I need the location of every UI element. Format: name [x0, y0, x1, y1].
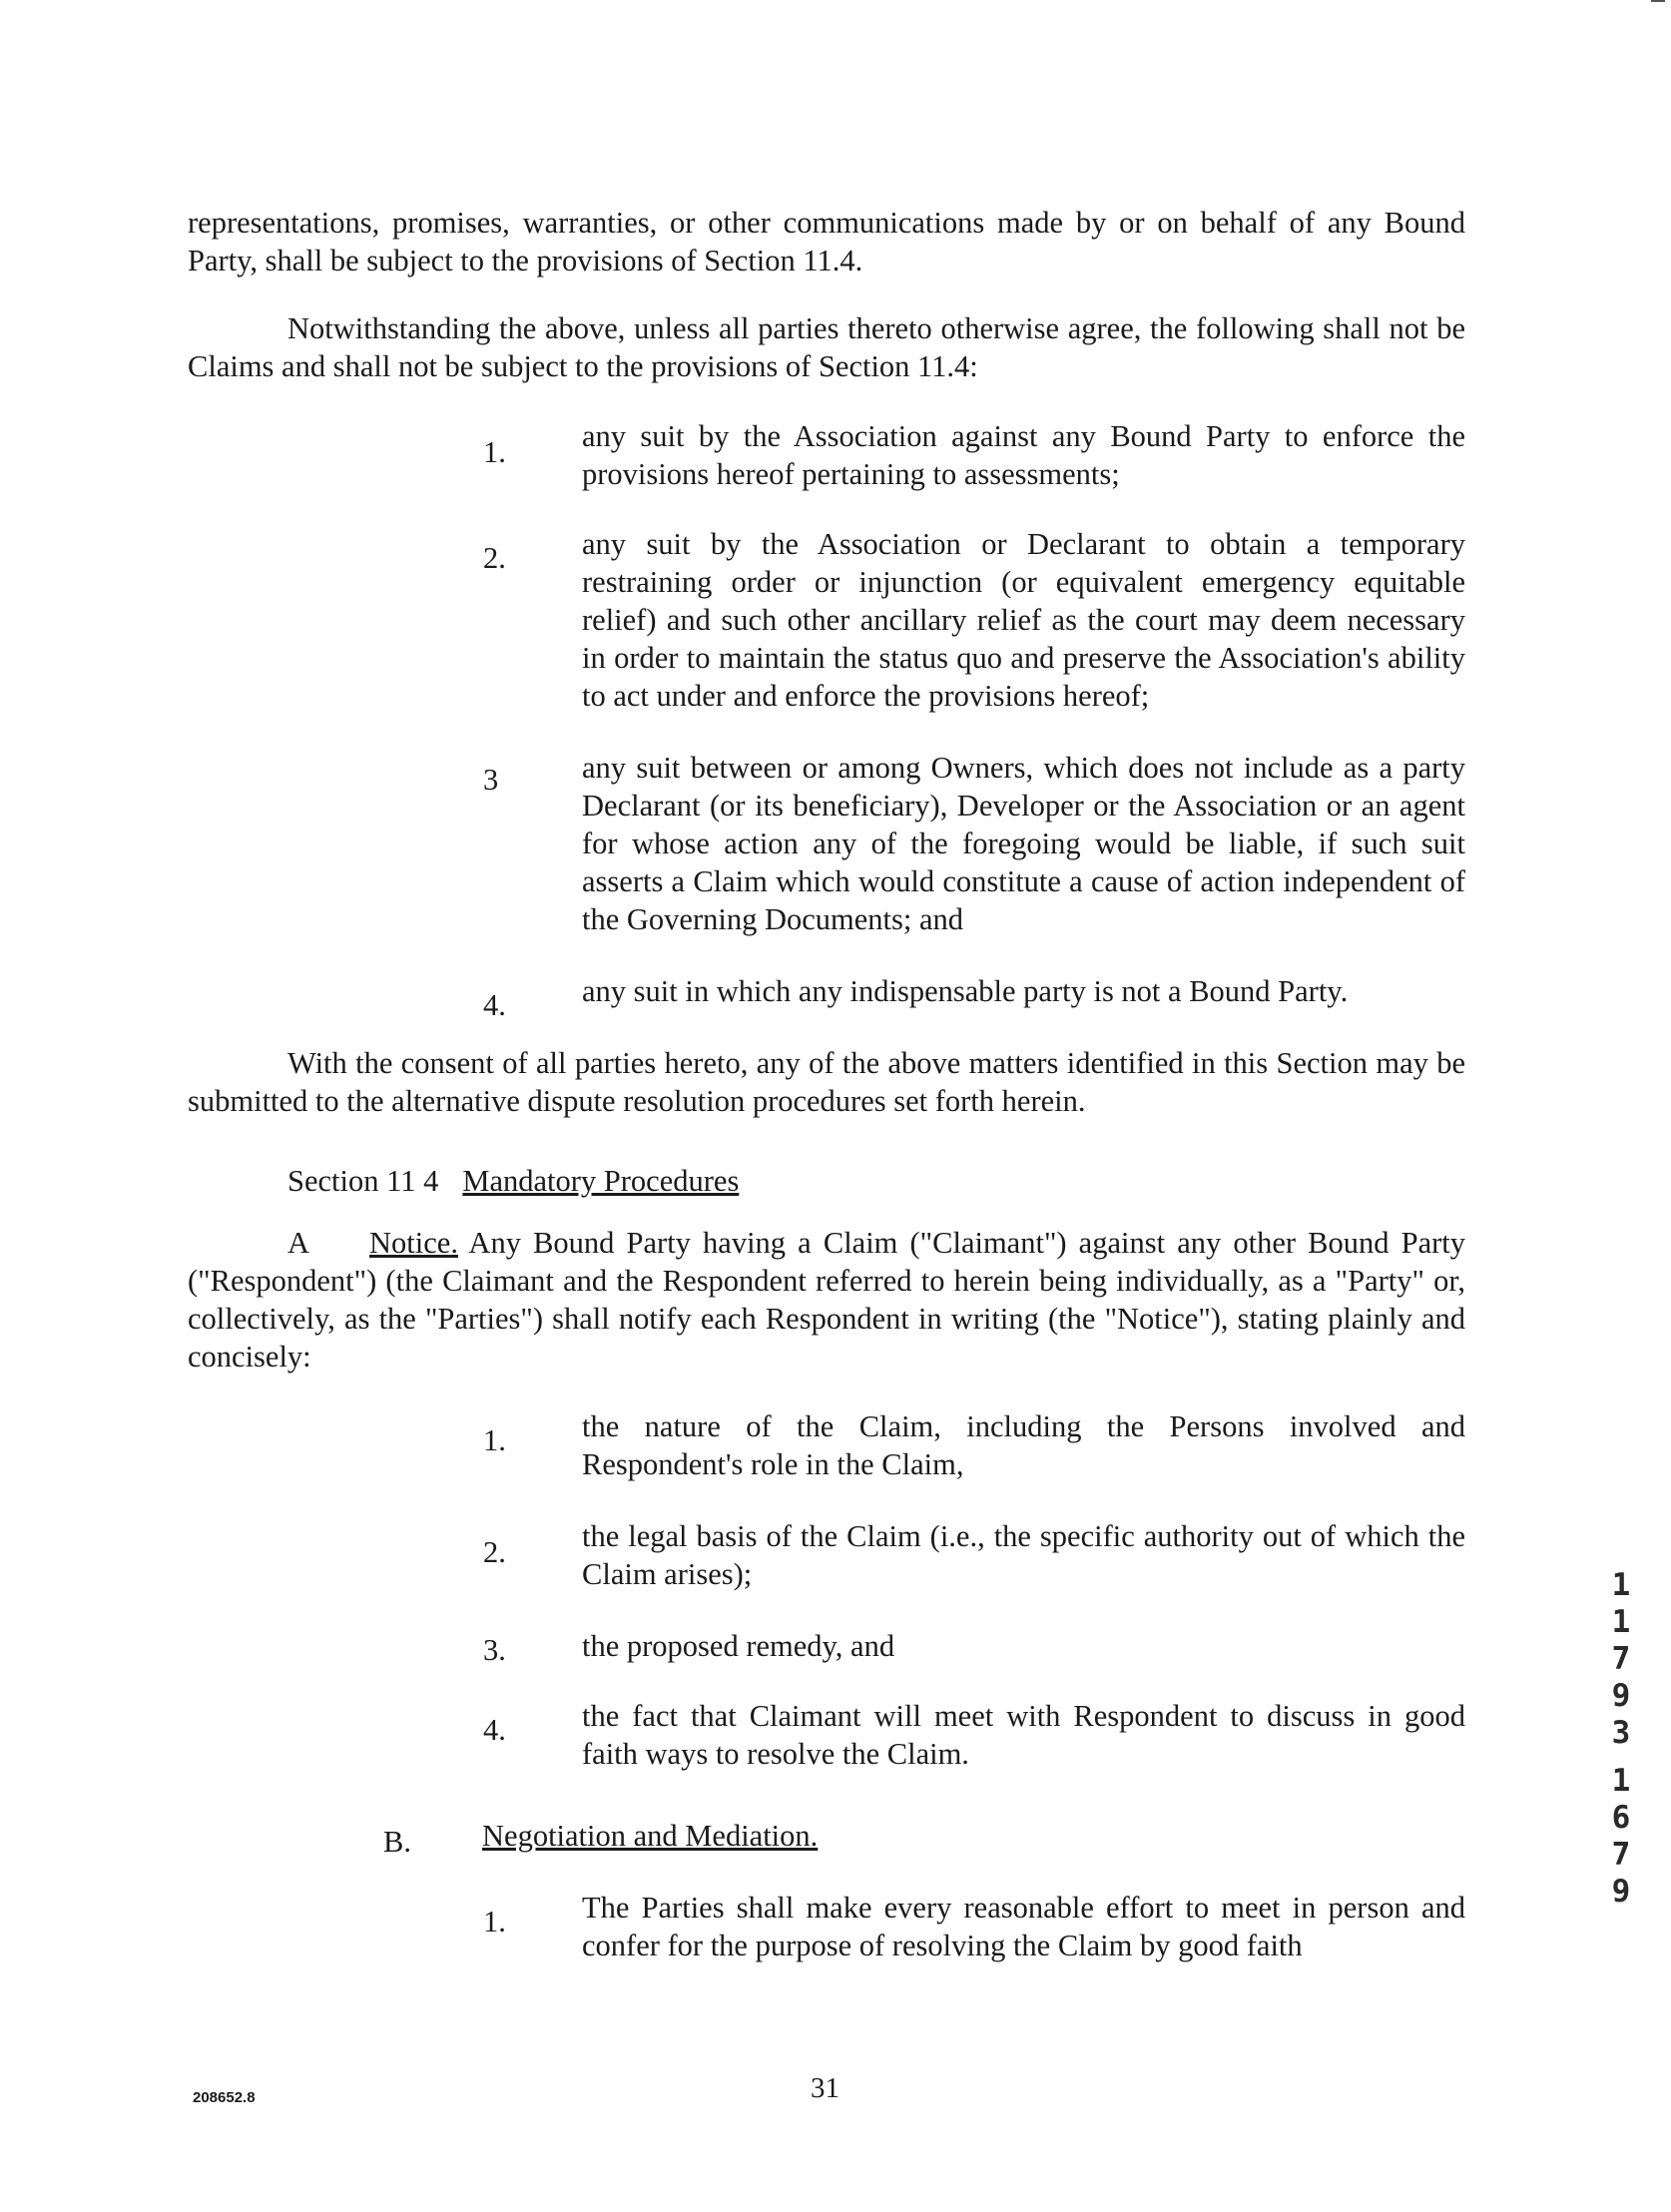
subsection-b-letter: B.	[383, 1825, 411, 1859]
stamp-digit: 9	[1611, 1678, 1631, 1714]
stamp-digit: 7	[1611, 1837, 1631, 1873]
section-title: Mandatory Procedures	[462, 1164, 740, 1198]
notice-number: 1.	[483, 1423, 506, 1457]
exclusion-number: 1.	[483, 435, 506, 469]
exclusion-number: 4.	[483, 988, 506, 1022]
notice-item: the proposed remedy, and	[582, 1629, 895, 1663]
stamp-digit: 1	[1611, 1567, 1631, 1603]
notice-number: 2.	[483, 1535, 506, 1569]
section-heading	[287, 1162, 1186, 1200]
stamp-digit: 7	[1611, 1641, 1631, 1677]
paragraph-consent: With the consent of all parties hereto, any of the above matters identified in this Section may be submitted to the alternative dispute resolution procedures set forth herein.	[188, 1046, 1465, 1118]
document-id: 208652.8	[193, 2089, 256, 2106]
paragraph-continuation: representations, promises, warranties, or other communications made by or on behalf of any Bound Party, shall be subject to the provisions of Section 11.4.	[188, 206, 1465, 277]
paragraph-exclusions-intro: Notwithstanding the above, unless all parties thereto otherwise agree, the following shall not be Claims and shall not be subject to the provisions of Section 11.4:	[188, 311, 1465, 383]
exclusion-item: any suit between or among Owners, which does not include as a party Declarant (or its beneficiary), Developer or the Association or an agent for whose action any of the foregoing would be liable, if such suit asserts a Claim which would constitute a cause of action independent of the Governing Documents; and	[582, 751, 1465, 936]
exclusion-item: any suit by the Association or Declarant to obtain a temporary restraining order or injunction (or equivalent emergency equitable relief) and such other ancillary relief as the court may deem necessary in order to maintain the status quo and preserve the Association's ability to act under and enforce the provisions hereof;	[582, 527, 1465, 713]
subsection-a-heading: Notice.	[369, 1226, 458, 1260]
page-number: 31	[811, 2072, 839, 2104]
subsection-a-text: Any Bound Party having a Claim ("Claimant") against any other Bound Party ("Respondent") (the Claimant and the Respondent referred to herein being individually, as a "Party" or, collectively, as the "Parties") shall notify each Respondent in writing (the "Notice"), stating plainly and concisely:	[188, 1226, 1465, 1374]
recording-stamp-upper	[1601, 1567, 1641, 1752]
exclusion-item: any suit by the Association against any Bound Party to enforce the provisions hereof pertaining to assessments;	[582, 419, 1465, 491]
negotiation-item: The Parties shall make every reasonable effort to meet in person and confer for the purpose of resolving the Claim by good faith	[582, 1891, 1465, 1962]
recording-stamp-lower	[1601, 1763, 1641, 1911]
notice-item: the legal basis of the Claim (i.e., the specific authority out of which the Claim arises);	[582, 1519, 1465, 1591]
subsection-a-paragraph	[188, 1224, 1465, 1376]
stamp-digit: 1	[1611, 1604, 1631, 1640]
negotiation-number: 1.	[483, 1905, 506, 1938]
stamp-digit: 6	[1611, 1800, 1631, 1836]
subsection-b-heading: Negotiation and Mediation.	[482, 1819, 819, 1853]
subsection-a-letter: A	[287, 1226, 310, 1260]
notice-number: 4.	[483, 1713, 506, 1747]
stamp-digit: 3	[1611, 1715, 1631, 1751]
notice-item: the nature of the Claim, including the Persons involved and Respondent's role in the Claim,	[582, 1409, 1465, 1481]
exclusion-number: 2.	[483, 541, 506, 575]
exclusion-number: 3	[483, 763, 499, 797]
scan-corner-mark	[1651, 0, 1665, 2]
section-number: Section 11 4	[287, 1164, 439, 1198]
notice-item: the fact that Claimant will meet with Respondent to discuss in good faith ways to resolve the Claim.	[582, 1699, 1465, 1771]
stamp-digit: 9	[1611, 1874, 1631, 1910]
stamp-digit: 1	[1611, 1763, 1631, 1799]
exclusion-item: any suit in which any indispensable party is not a Bound Party.	[582, 974, 1349, 1008]
notice-number: 3.	[483, 1633, 506, 1667]
